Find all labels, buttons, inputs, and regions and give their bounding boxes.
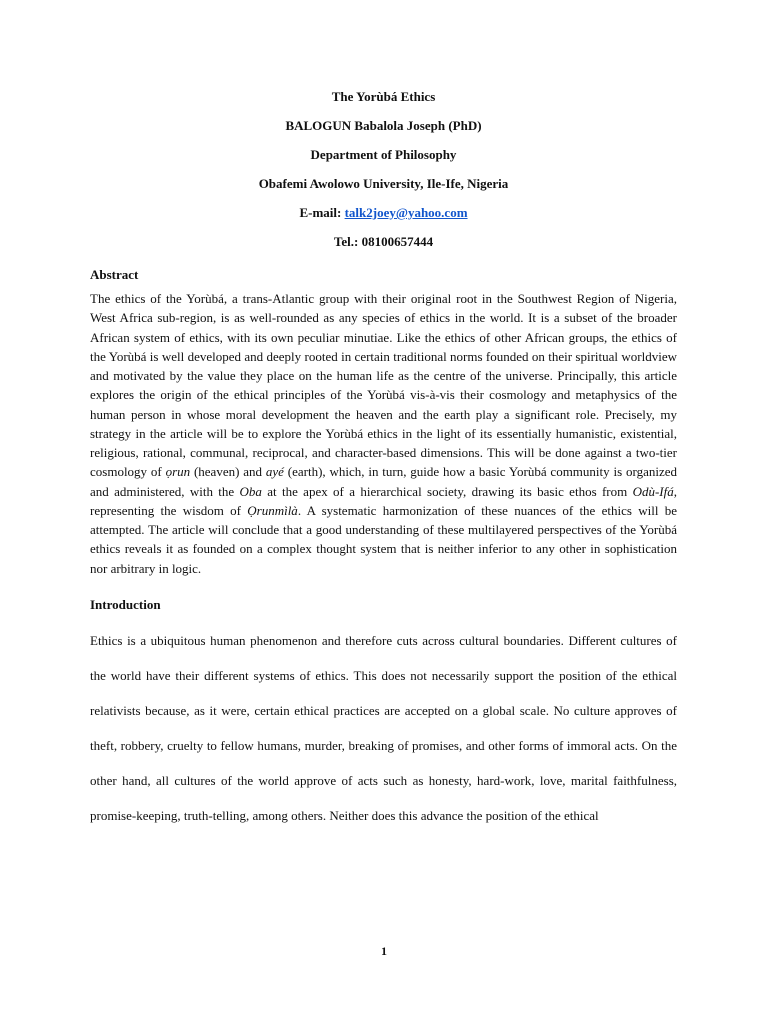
introduction-text: Ethics is a ubiquitous human phenomenon and therefore cuts across cultural boundaries. Different cultures of the world have their different systems of ethics. This does not necessarily support the position of the ethical relativists because, as it were, certain ethical practices are accepted on a global scale. No culture approves of theft, robbery, cruelty to fellow humans, murder, breaking of promises, and other forms of immoral acts. On the other hand, all cultures of the world approve of acts such as honesty, hard-work, love, marital faithfulness, promise-keeping, truth-telling, among others. Neither does this advance the position of the ethical <box>90 632 677 823</box>
abstract-text <box>90 289 677 578</box>
paper-title: The Yorùbá Ethics <box>331 89 436 104</box>
email-line <box>90 204 677 222</box>
department: Department of Philosophy <box>310 147 457 162</box>
term-aye: ayé <box>265 464 284 480</box>
abstract-segment: at the apex of a hierarchical society, drawing its basic ethos from <box>261 483 633 499</box>
email-label: E-mail: <box>299 205 345 220</box>
abstract-segment: , representing the wisdom of <box>90 483 677 518</box>
document-page <box>90 88 677 833</box>
term-odu-ifa: Odù-Ifá <box>632 483 674 499</box>
term-orunmila: Ọrunmìlà <box>247 502 298 518</box>
introduction-heading: Introduction <box>90 596 161 612</box>
abstract-segment: . A systematic harmonization of these nuances of the ethics will be attempted. The article will conclude that a good understanding of these multilayered perspectives of the Yorùbá ethics reveals it as founded on a complex thought system that is neither inferior to any other in sophistication nor arbitrary in logic. <box>90 502 677 576</box>
university: Obafemi Awolowo University, Ile-Ife, Nigeria <box>258 176 509 191</box>
abstract-segment: The ethics of the Yorùbá, a trans-Atlantic group with their original root in the Southwest Region of Nigeria, West Africa sub-region, is as well-rounded as any species of ethics in the world. It is a subset of the broader African system of ethics, with its own peculiar minutiae. Like the ethics of other African groups, the ethics of the Yorùbá is well developed and deeply rooted in certain traditional norms founded on their spiritual worldview and motivated by the value they place on the human life as the centre of the universe. Principally, this article explores the origin of the ethical principles of the Yorùbá vis-à-vis their cosmology and metaphysics of the human person in whose moral development the heaven and the earth play a significant role. Precisely, my strategy in the article will be to explore the Yorùbá ethics in the light of its essentially humanistic, existential, religious, rational, communal, reciprocal, and character-based dimensions. This will be done against a two-tier cosmology of <box>90 291 677 480</box>
abstract-heading: Abstract <box>90 267 139 282</box>
abstract-segment: (heaven) and <box>190 464 266 480</box>
abstract-segment: (earth), which, in turn, guide how a basic Yorùbá community is organized and administered, with the <box>90 464 677 499</box>
page-number: 1 <box>381 944 387 958</box>
email-link[interactable]: talk2joey@yahoo.com <box>344 205 468 220</box>
author-name: BALOGUN Babalola Joseph (PhD) <box>285 118 482 133</box>
telephone: Tel.: 08100657444 <box>333 234 434 249</box>
term-orun: ọrun <box>165 464 191 480</box>
term-oba: Oba <box>239 483 262 499</box>
